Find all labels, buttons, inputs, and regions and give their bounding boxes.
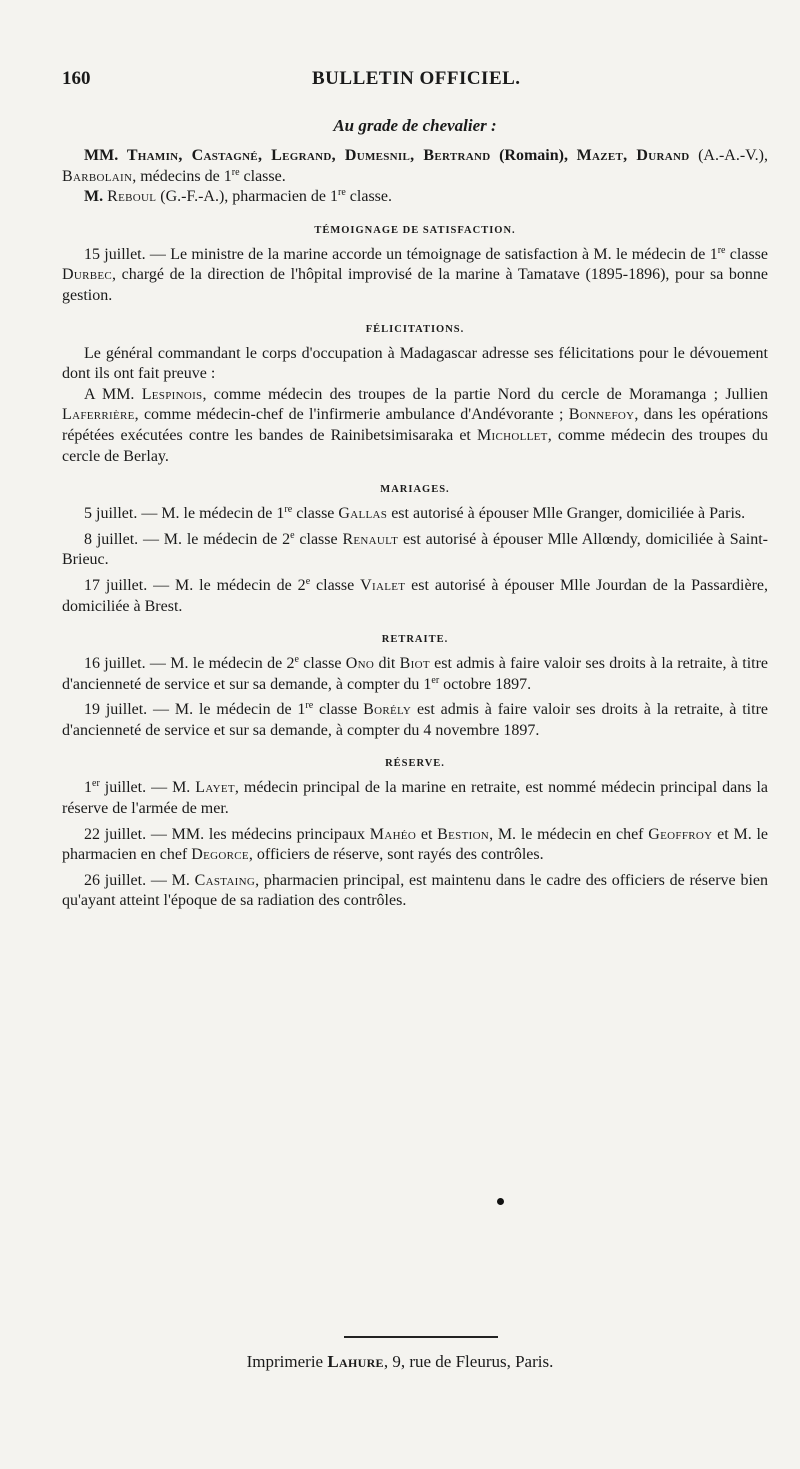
- chevalier-heading: Au grade de chevalier :: [333, 116, 497, 135]
- chevalier-list-medecins: MM. Thamin, Castagné, Legrand, Dumesnil, Bertrand (Romain), Mazet, Durand (A.-A.-V.), Barbolain, médecins de 1re classe.: [62, 147, 768, 185]
- section-title-reserve: RÉSERVE.: [385, 758, 445, 770]
- mariage-item-vialet: 17 juillet. — M. le médecin de 2e classe Vialet est autorisé à épouser Mlle Jourdan de la Passardière, domiciliée à Brest.: [62, 575, 769, 615]
- section-title-mariages: MARIAGES.: [380, 484, 450, 496]
- mariage-item-renault: 8 juillet. — M. le médecin de 2e classe Renault est autorisé à épouser Mlle Allœndy, domiciliée à Saint-Brieuc.: [62, 529, 769, 569]
- felicitations-list: A MM. Lespinois, comme médecin des troupes de la partie Nord du cercle de Moramanga ; Jullien Laferrière, comme médecin-chef de l'infirmerie ambulance d'Andévorante ; Bonnefoy, dans les opérations répétées exécutées contre les bandes de Rainibetsimisaraka et Michollet, comme médecin des troupes du cercle de Berlay.: [62, 385, 769, 465]
- chevalier-pharmacien: M. Reboul (G.-F.-A.), pharmacien de 1re classe.: [84, 187, 392, 206]
- footer-rule: [344, 1336, 498, 1338]
- printer-imprint: Imprimerie Lahure, 9, rue de Fleurus, Paris.: [246, 1352, 554, 1371]
- document-page: [62, 62, 768, 912]
- mariage-item-gallas: 5 juillet. — M. le médecin de 1re classe Gallas est autorisé à épouser Mlle Granger, domiciliée à Paris.: [84, 504, 746, 523]
- page-number: 160: [62, 68, 91, 89]
- retraite-item-ono: 16 juillet. — M. le médecin de 2e classe Ono dit Biot est admis à faire valoir ses droits à la retraite, à titre d'ancienneté de service et sur sa demande, à compter du 1er octobre 1897.: [62, 654, 769, 693]
- section-title-temoignage: TÉMOIGNAGE DE SATISFACTION.: [314, 224, 516, 236]
- journal-title: BULLETIN OFFICIEL.: [312, 68, 521, 89]
- retraite-item-borely: 19 juillet. — M. le médecin de 1re classe Borély est admis à faire valoir ses droits à la retraite, à titre d'ancienneté de service et sur sa demande, à compter du 4 novembre 1897.: [62, 700, 769, 739]
- running-head: [62, 62, 768, 96]
- ink-dot: [497, 1198, 504, 1205]
- temoignage-paragraph: 15 juillet. — Le ministre de la marine accorde un témoignage de satisfaction à M. le médecin de 1re classe Durbec, chargé de la direction de l'hôpital improvisé de la marine à Tamatave (1895-1896), pour sa bonne gestion.: [62, 244, 769, 304]
- felicitations-intro: Le général commandant le corps d'occupation à Madagascar adresse ses félicitations pour le dévouement dont ils ont fait preuve :: [62, 344, 768, 383]
- reserve-item-castaing: 26 juillet. — M. Castaing, pharmacien principal, est maintenu dans le cadre des officiers de réserve bien qu'ayant atteint l'époque de sa radiation des contrôles.: [62, 871, 768, 910]
- reserve-item-radiations: 22 juillet. — MM. les médecins principaux Mahéo et Bestion, M. le médecin en chef Geoffroy et M. le pharmacien en chef Degorce, officiers de réserve, sont rayés des contrôles.: [62, 825, 769, 864]
- reserve-item-layet: 1er juillet. — M. Layet, médecin principal de la marine en retraite, est nommé médecin principal dans la réserve de l'armée de mer.: [62, 778, 768, 818]
- section-title-felicitations: FÉLICITATIONS.: [365, 323, 465, 335]
- section-title-retraite: RETRAITE.: [381, 634, 449, 646]
